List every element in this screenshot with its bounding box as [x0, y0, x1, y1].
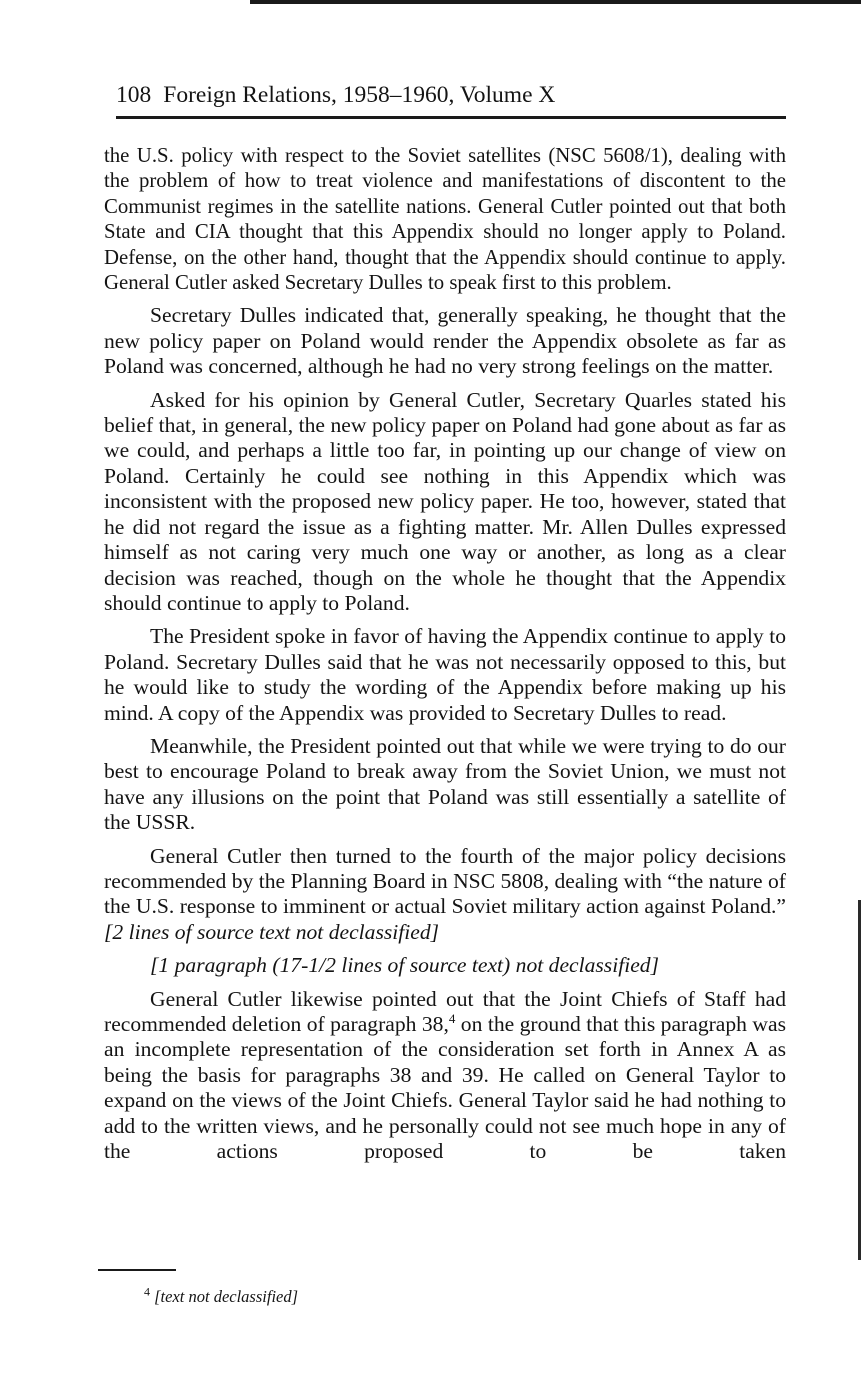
- paragraph-2: Secretary Dulles indicated that, generally speaking, he thought that the new policy paper on Poland would render the Appendix obsolete as far as Poland was concerned, although he had no very strong feelings on the matter.: [104, 303, 786, 379]
- paragraph-7: [104, 953, 786, 978]
- footnote: [144, 1284, 299, 1307]
- running-header: [116, 80, 786, 110]
- paragraph-8-text-cont: on the ground that this paragraph was an incomplete representation of the consideration set forth in Annex A as being the basis for paragraphs 38 and 39. He called on General Taylor to expand on the views of the Joint Chiefs. General Taylor said he had nothing to add to the written views, and he personally could not see much hope in any of the actions proposed to be taken: [104, 1012, 786, 1164]
- paragraph-4: The President spoke in favor of having the Appendix continue to apply to Poland. Secretary Dulles said that he was not necessarily opposed to this, but he would like to study the wording of the Appendix before making up his mind. A copy of the Appendix was provided to Secretary Dulles to read.: [104, 624, 786, 725]
- footnote-text: [text not declassified]: [154, 1287, 299, 1306]
- paragraph-1: the U.S. policy with respect to the Soviet satellites (NSC 5608/1), dealing with the problem of how to treat violence and manifestations of discontent to the Communist regimes in the satellite nations. General Cutler pointed out that both State and CIA thought that this Appendix should no longer apply to Poland. Defense, on the other hand, thought that the Appendix should continue to apply. General Cutler asked Secretary Dulles to speak first to this problem.: [104, 144, 786, 295]
- running-title: Foreign Relations, 1958–1960, Volume X: [163, 82, 556, 108]
- paragraph-3: Asked for his opinion by General Cutler, Secretary Quarles stated his belief that, in general, the new policy paper on Poland had gone about as far as we could, and perhaps a little too far, in pointing up our change of view on Poland. Certainly he could see nothing in this Appendix which was inconsistent with the proposed new policy paper. He too, however, stated that he did not regard the issue as a fighting matter. Mr. Allen Dulles expressed himself as not caring very much one way or another, as long as a clear decision was reached, though on the whole he thought that the Appendix should continue to apply to Poland.: [104, 387, 786, 615]
- paragraph-6-text: General Cutler then turned to the fourth of the major policy decisions recommended by the Planning Board in NSC 5808, dealing with “the nature of the U.S. response to imminent or actual Soviet military action against Poland.”: [104, 843, 786, 919]
- footnote-rule: [98, 1269, 176, 1271]
- footnote-reference[interactable]: 4: [448, 1010, 456, 1026]
- footnote-marker: 4: [144, 1284, 150, 1299]
- paragraph-8-text: General Cutler likewise pointed out that the Joint Chiefs of Staff had recommended deletion of paragraph 38,: [104, 986, 786, 1036]
- redaction-note: [2 lines of source text not declassified]: [104, 919, 440, 944]
- body-text: [104, 143, 786, 1164]
- scan-edge-top: [250, 0, 861, 4]
- redaction-note: [1 paragraph (17-1/2 lines of source text) not declassified]: [150, 953, 659, 978]
- paragraph-6: [104, 844, 786, 946]
- page-number: 108: [116, 82, 152, 108]
- header-rule: [116, 116, 786, 119]
- paragraph-5: Meanwhile, the President pointed out that while we were trying to do our best to encourage Poland to break away from the Soviet Union, we must not have any illusions on the point that Poland was still essentially a satellite of the USSR.: [104, 733, 786, 835]
- paragraph-8: [104, 987, 786, 1165]
